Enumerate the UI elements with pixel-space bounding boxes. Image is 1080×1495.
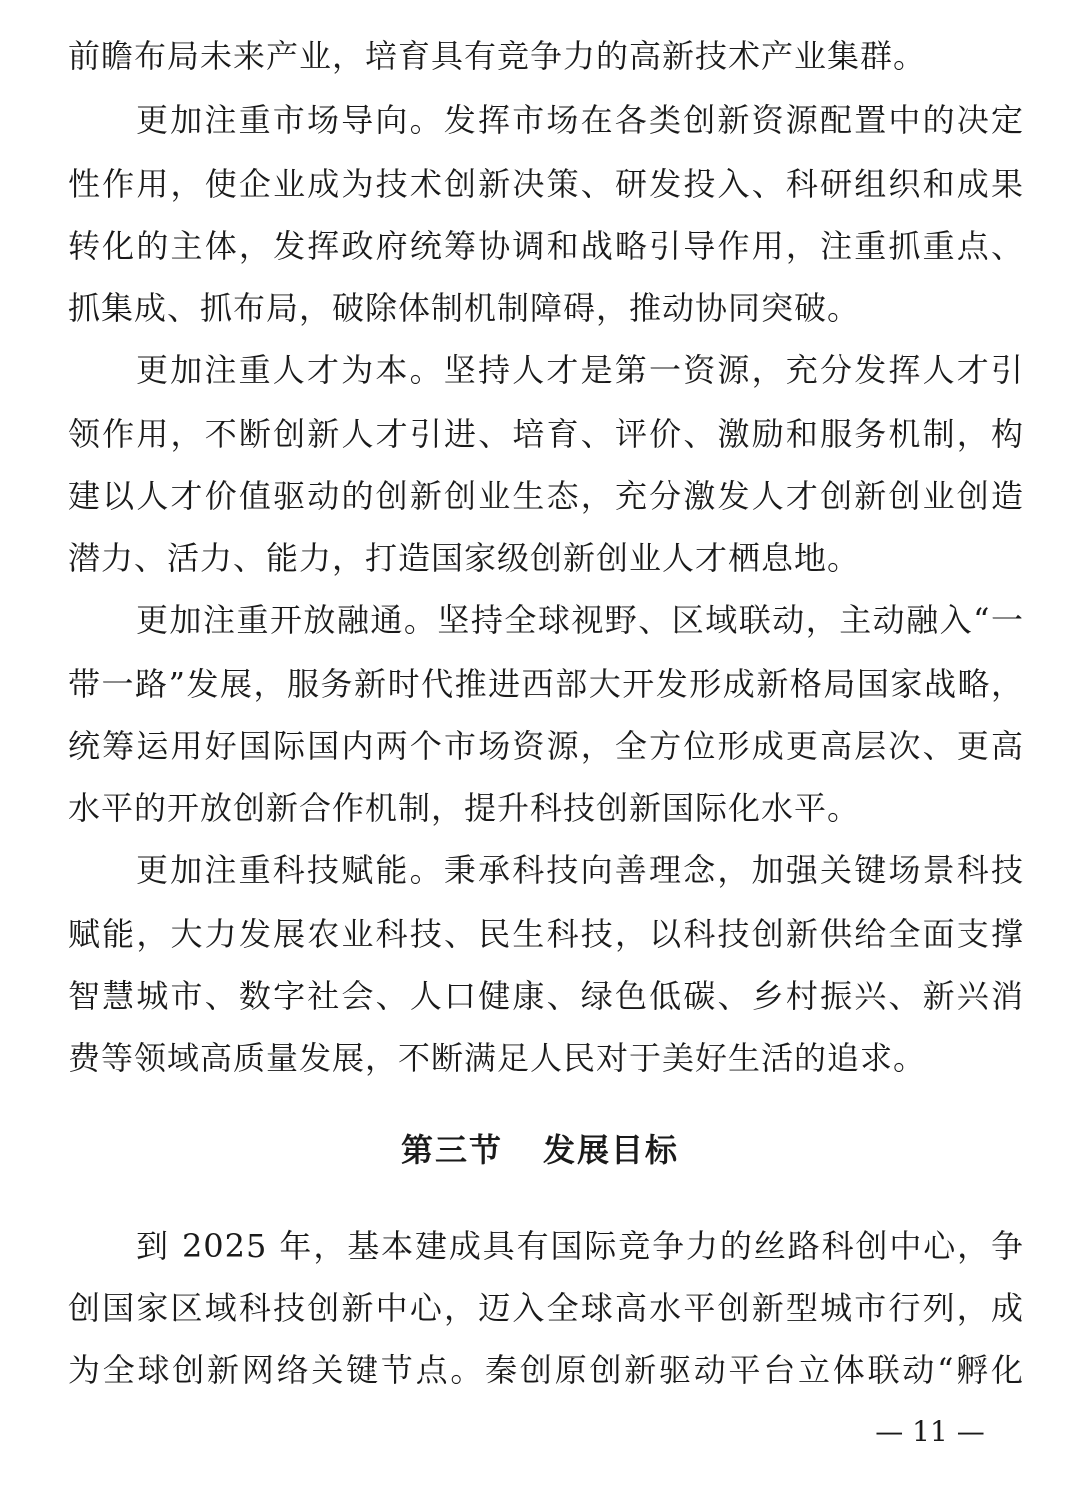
- section-heading: [0, 1120, 1080, 1180]
- text-line: 更加注重开放融通。坚持全球视野、区域联动，主动融入“一: [136, 601, 1024, 639]
- section-title: 发展目标: [543, 1131, 680, 1169]
- text-line: 更加注重市场导向。发挥市场在各类创新资源配置中的决定: [136, 101, 1024, 139]
- text-line: 带一路”发展，服务新时代推进西部大开发形成新格局国家战略，: [68, 665, 1024, 703]
- text-line: 费等领域高质量发展，不断满足人民对于美好生活的追求。: [68, 1039, 927, 1077]
- text-line: 性作用，使企业成为技术创新决策、研发投入、科研组织和成果: [68, 165, 1024, 203]
- text-line: 统筹运用好国际国内两个市场资源，全方位形成更高层次、更高: [68, 727, 1024, 765]
- page-number: — 11 —: [875, 1415, 985, 1448]
- text-line: 潜力、活力、能力，打造国家级创新创业人才栖息地。: [68, 539, 861, 577]
- section-number: 第三节: [400, 1131, 503, 1169]
- text-line: 更加注重科技赋能。秉承科技向善理念，加强关键场景科技: [136, 851, 1024, 889]
- text-line: 到 2025 年，基本建成具有国际竞争力的丝路科创中心，争: [136, 1227, 1024, 1265]
- text-line: 水平的开放创新合作机制，提升科技创新国际化水平。: [68, 789, 861, 827]
- text-line: 为全球创新网络关键节点。秦创原创新驱动平台立体联动“孵化: [68, 1351, 1024, 1389]
- text-line: 创国家区域科技创新中心，迈入全球高水平创新型城市行列，成: [68, 1289, 1024, 1327]
- text-line: 建以人才价值驱动的创新创业生态，充分激发人才创新创业创造: [68, 477, 1024, 515]
- text-line: 更加注重人才为本。坚持人才是第一资源，充分发挥人才引: [136, 351, 1024, 389]
- text-line: 抓集成、抓布局，破除体制机制障碍，推动协同突破。: [68, 289, 861, 327]
- text-line: 智慧城市、数字社会、人口健康、绿色低碳、乡村振兴、新兴消: [68, 977, 1024, 1015]
- text-line: 领作用，不断创新人才引进、培育、评价、激励和服务机制，构: [68, 415, 1024, 453]
- text-line: 前瞻布局未来产业，培育具有竞争力的高新技术产业集群。: [68, 37, 927, 75]
- text-line: 转化的主体，发挥政府统筹协调和战略引导作用，注重抓重点、: [68, 227, 1024, 265]
- text-line: 赋能，大力发展农业科技、民生科技，以科技创新供给全面支撑: [68, 915, 1024, 953]
